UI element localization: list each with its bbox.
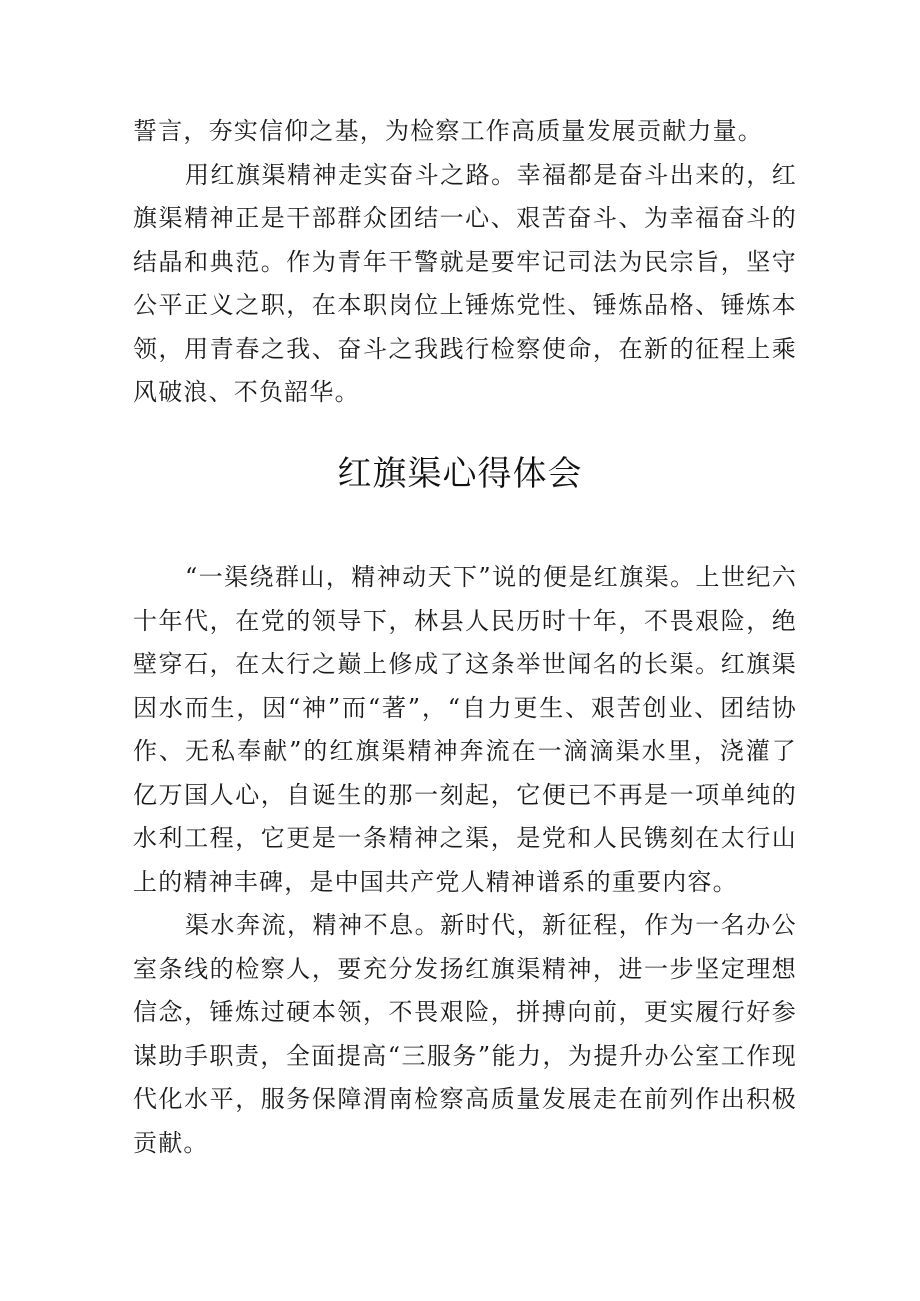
article-paragraph-2: 渠水奔流，精神不息。新时代，新征程，作为一名办公室条线的检察人，要充分发扬红旗渠精神，进一步坚定理想信念，锤炼过硬本领，不畏艰险，拼搏向前，更实履行好参谋助手职责，全面提高“三服务”能力，为提升办公室工作现代化水平，服务保障渭南检察高质量发展走在前列作出积极贡献。 [133, 911, 797, 1157]
article-body [133, 556, 797, 1165]
article-title: 红旗渠心得体会 [337, 454, 583, 494]
continuation-paragraph-1: 誓言，夯实信仰之基，为检察工作高质量发展贡献力量。 [133, 117, 763, 145]
continuation-paragraph-2: 用红旗渠精神走实奋斗之路。幸福都是奋斗出来的，红旗渠精神正是干部群众团结一心、艰苦奋斗、为幸福奋斗的结晶和典范。作为青年干警就是要牢记司法为民宗旨，坚守公平正义之职，在本职岗位上锤炼党性、锤炼品格、锤炼本领，用青春之我、奋斗之我践行检察使命，在新的征程上乘风破浪、不负韶华。 [133, 160, 797, 406]
article-paragraph-1: “一渠绕群山，精神动天下”说的便是红旗渠。上世纪六十年代，在党的领导下，林县人民历时十年，不畏艰险，绝壁穿石，在太行之巅上修成了这条举世闻名的长渠。红旗渠因水而生，因“神”而“著”，“自力更生、艰苦创业、团结协作、无私奉献”的红旗渠精神奔流在一滴滴渠水里，浇灌了亿万国人心，自诞生的那一刻起，它便已不再是一项单纯的水利工程，它更是一条精神之渠，是党和人民镌刻在太行山上的精神丰碑，是中国共产党人精神谱系的重要内容。 [133, 563, 797, 896]
previous-article-continuation [133, 110, 797, 415]
